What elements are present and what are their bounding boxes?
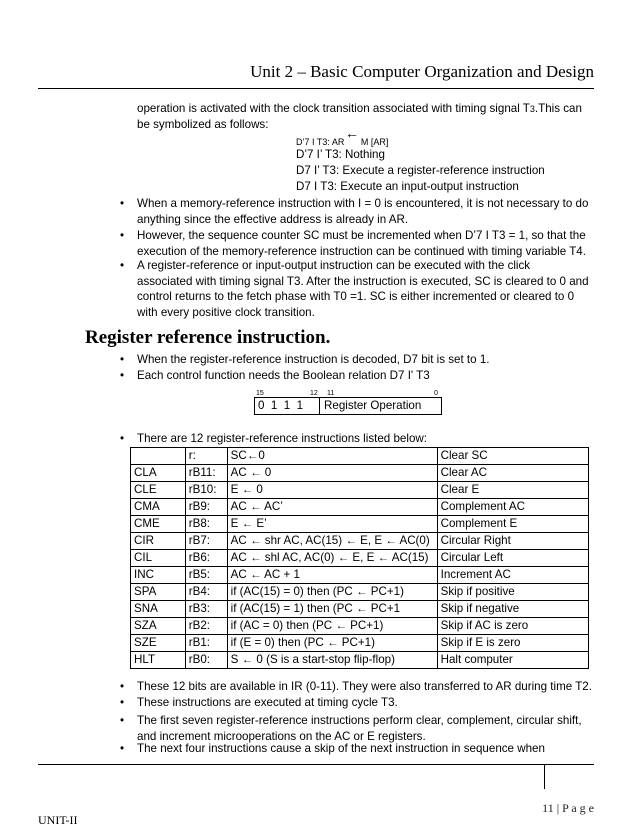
register-bit-cell: rB11: (185, 465, 227, 482)
table-row (131, 601, 589, 618)
register-operation-field: Register Operation (324, 399, 422, 412)
mnemonic-cell: CIR (131, 533, 186, 550)
operation-cell: if (AC(15) = 0) then (PC ← PC+1) (227, 584, 437, 601)
description-cell: Complement AC (437, 499, 588, 516)
register-bit-cell: rB4: (185, 584, 227, 601)
operation-cell: if (AC = 0) then (PC ← PC+1) (227, 618, 437, 635)
list-item: • When a memory-reference instruction with I = 0 is encountered, it is not necessary to do anything since the effective address is already in AR. (120, 197, 589, 226)
register-bit-cell: rB10: (185, 482, 227, 499)
register-bit-cell: rB5: (185, 567, 227, 584)
table-row (131, 584, 589, 601)
bit-label-12: 12 (310, 390, 318, 397)
footer-unit-label: UNIT-II (38, 813, 78, 827)
field-divider (319, 397, 320, 415)
list-item: • There are 12 register-reference instructions listed below: (120, 432, 427, 445)
bit-label-11: 11 (327, 390, 335, 397)
table-row (131, 635, 589, 652)
list-item: • The first seven register-reference instructions perform clear, complement, circular shift, and increment microoperations on the AC or E registers. (120, 714, 582, 743)
mnemonic-cell (131, 448, 186, 465)
bullet-icon: • (120, 229, 125, 242)
mnemonic-cell: HLT (131, 652, 186, 669)
mnemonic-cell: SNA (131, 601, 186, 618)
list-item: • When the register-reference instruction is decoded, D7 bit is set to 1. (120, 353, 490, 366)
operation-cell: if (AC(15) = 1) then (PC ← PC+1 (227, 601, 437, 618)
description-cell: Clear AC (437, 465, 588, 482)
instruction-format (254, 397, 442, 415)
operation-cell: S ← 0 (S is a start-stop flip-flop) (227, 652, 437, 669)
list-item: • These instructions are executed at timing cycle T3. (120, 696, 398, 709)
operation-cell: SC←0 (227, 448, 437, 465)
bit-label-15: 15 (256, 390, 264, 397)
mnemonic-cell: SPA (131, 584, 186, 601)
mnemonic-cell: INC (131, 567, 186, 584)
list-item: • Each control function needs the Boolean relation D7 I' T3 (120, 369, 430, 382)
page-header-title: Unit 2 – Basic Computer Organization and Design (250, 62, 594, 81)
description-cell: Clear E (437, 482, 588, 499)
register-bit-cell: rB0: (185, 652, 227, 669)
micro-line-4: D7 I T3: Execute an input-output instruction (296, 180, 519, 193)
operation-cell: AC ← shr AC, AC(15) ← E, E ← AC(0) (227, 533, 437, 550)
header-rule (38, 88, 594, 89)
bit-label-0: 0 (434, 390, 438, 397)
description-cell: Skip if E is zero (437, 635, 588, 652)
description-cell: Increment AC (437, 567, 588, 584)
register-bit-cell: rB2: (185, 618, 227, 635)
operation-cell: AC ← AC + 1 (227, 567, 437, 584)
description-cell: Complement E (437, 516, 588, 533)
register-bit-cell: rB8: (185, 516, 227, 533)
table-row (131, 465, 589, 482)
arrow-glyph: ← (345, 125, 359, 141)
bullet-icon: • (120, 696, 125, 709)
mnemonic-cell: CIL (131, 550, 186, 567)
intro-line-2: be symbolized as follows: (137, 118, 269, 131)
opcode-field: 0 1 1 1 (258, 399, 304, 412)
page-number: 11 | P a g e (542, 801, 594, 815)
footer-divider (544, 764, 545, 789)
table-row (131, 567, 589, 584)
table-row (131, 533, 589, 550)
table-row (131, 516, 589, 533)
table-row (131, 482, 589, 499)
register-bit-cell: r: (185, 448, 227, 465)
mnemonic-cell: SZA (131, 618, 186, 635)
operation-cell: E ← 0 (227, 482, 437, 499)
description-cell: Skip if AC is zero (437, 618, 588, 635)
description-cell: Circular Left (437, 550, 588, 567)
register-bit-cell: rB1: (185, 635, 227, 652)
bullet-icon: • (120, 197, 125, 210)
bullet-icon: • (120, 259, 125, 272)
table-row (131, 550, 589, 567)
list-item: • A register-reference or input-output instruction can be executed with the click associated with timing signal T3. After the instruction is executed, SC is cleared to 0 and control returns to the fetch phase with T0 =1. SC is either incremented or cleared to 0 with every positive clock transition. (120, 259, 589, 319)
table-row (131, 499, 589, 516)
micro-line-2: D’7 I’ T3: Nothing (296, 148, 385, 161)
micro-line-1: D’7 I T3: AR M [AR] (296, 137, 389, 147)
section-heading: Register reference instruction. (85, 327, 331, 348)
bullet-icon: • (120, 369, 125, 382)
operation-cell: AC ← AC’ (227, 499, 437, 516)
list-item: • The next four instructions cause a skip of the next instruction in sequence when (120, 742, 545, 755)
description-cell: Circular Right (437, 533, 588, 550)
bullet-icon: • (120, 680, 125, 693)
register-bit-cell: rB3: (185, 601, 227, 618)
register-bit-cell: rB7: (185, 533, 227, 550)
bullet-icon: • (120, 742, 125, 755)
register-reference-table (130, 447, 589, 669)
list-item: • However, the sequence counter SC must be incremented when D’7 I T3 = 1, so that the execution of the memory-reference instruction can be continued with timing variable T4. (120, 229, 586, 258)
operation-cell: E ← E’ (227, 516, 437, 533)
mnemonic-cell: CMA (131, 499, 186, 516)
micro-line-3: D7 I’ T3: Execute a register-reference instruction (296, 164, 545, 177)
bullet-icon: • (120, 714, 125, 727)
table-row (131, 448, 589, 465)
footer-rule (38, 764, 594, 765)
mnemonic-cell: CME (131, 516, 186, 533)
description-cell: Skip if negative (437, 601, 588, 618)
mnemonic-cell: CLA (131, 465, 186, 482)
operation-cell: if (E = 0) then (PC ← PC+1) (227, 635, 437, 652)
mnemonic-cell: CLE (131, 482, 186, 499)
table-row (131, 618, 589, 635)
mnemonic-cell: SZE (131, 635, 186, 652)
intro-line-1: operation is activated with the clock transition associated with timing signal T3.This can (137, 102, 582, 115)
description-cell: Clear SC (437, 448, 588, 465)
operation-cell: AC ← 0 (227, 465, 437, 482)
description-cell: Halt computer (437, 652, 588, 669)
register-bit-cell: rB9: (185, 499, 227, 516)
table-row (131, 652, 589, 669)
bullet-icon: • (120, 353, 125, 366)
list-item: • These 12 bits are available in IR (0-11). They were also transferred to AR during time T2. (120, 680, 592, 693)
register-bit-cell: rB6: (185, 550, 227, 567)
bullet-icon: • (120, 432, 125, 445)
description-cell: Skip if positive (437, 584, 588, 601)
operation-cell: AC ← shl AC, AC(0) ← E, E ← AC(15) (227, 550, 437, 567)
